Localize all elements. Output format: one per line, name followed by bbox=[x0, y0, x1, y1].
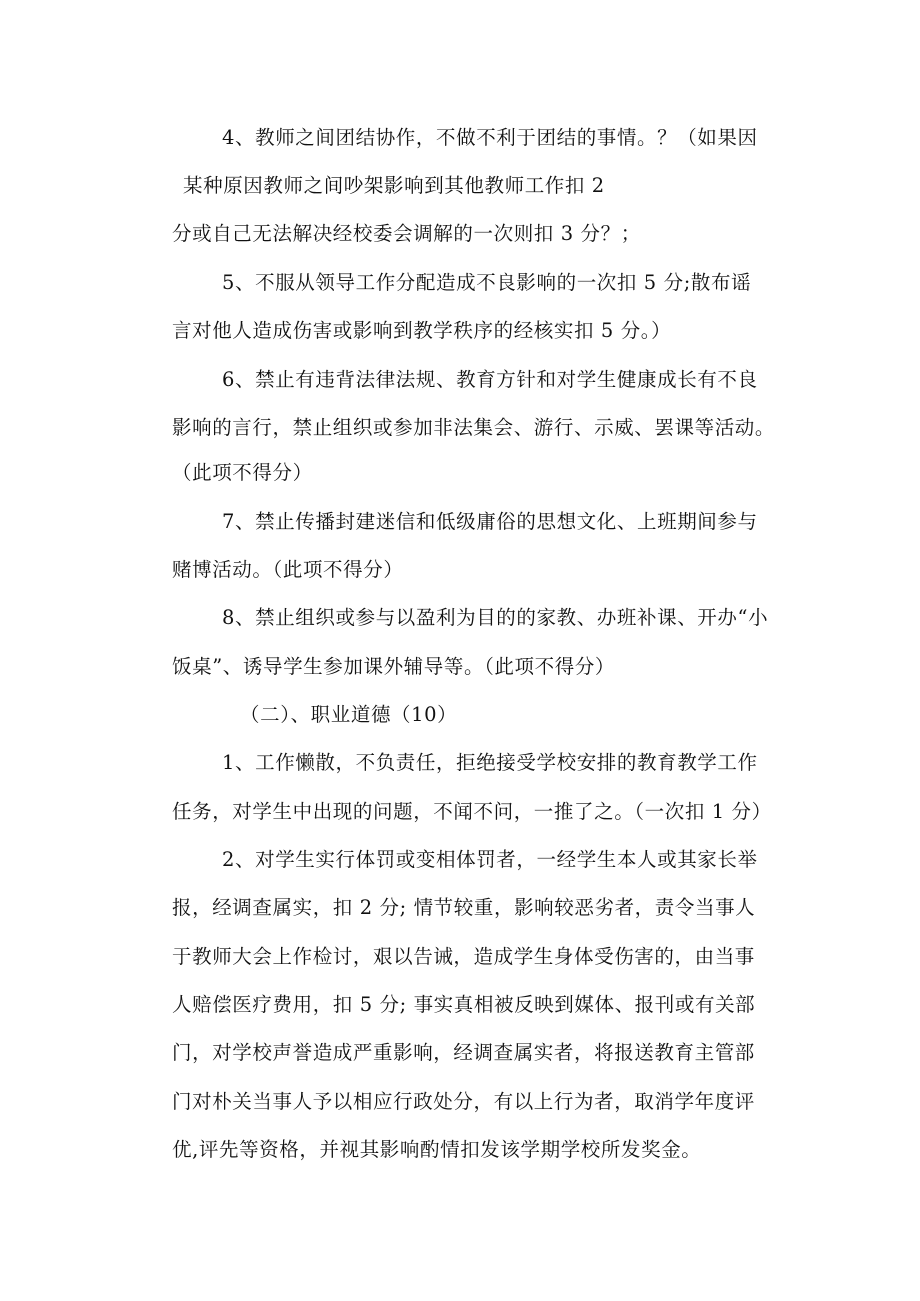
text-line: 5、不服从领导工作分配造成不良影响的一次扣 5 分;散布谣 bbox=[222, 271, 752, 294]
text-line: 8、禁止组织或参与以盈利为目的的家教、办班补课、开办“小 bbox=[222, 606, 769, 629]
text-line: 1、工作懒散，不负责任，拒绝接受学校安排的教育教学工作 bbox=[222, 751, 758, 774]
text-line: 言对他人造成伤害或影响到教学秩序的经核实扣 5 分。） bbox=[172, 319, 672, 342]
text-line: 人赔偿医疗费用，扣 5 分; 事实真相被反映到媒体、报刊或有关部 bbox=[172, 993, 756, 1016]
text-line: 于教师大会上作检讨，艰以告诫，造成学生身体受伤害的，由当事 bbox=[172, 945, 755, 968]
text-line: 任务，对学生中出现的问题，不闻不问，一推了之。（一次扣 1 分） bbox=[172, 800, 772, 823]
text-line: 6、禁止有违背法律法规、教育方针和对学生健康成长有不良 bbox=[222, 368, 758, 391]
section-heading: （二）、职业道德（10） bbox=[240, 703, 458, 726]
text-line: 2、对学生实行体罚或变相体罚者，一经学生本人或其家长举 bbox=[222, 848, 758, 871]
text-line: 优,评先等资格，并视其影响酌情扣发该学期学校所发奖金。 bbox=[172, 1138, 702, 1161]
text-line: （此项不得分） bbox=[172, 461, 313, 484]
text-line: 门对朴关当事人予以相应行政处分，有以上行为者，取消学年度评 bbox=[172, 1090, 755, 1113]
text-line: 4、教师之间团结协作，不做不利于团结的事情。？（如果因 bbox=[222, 126, 758, 149]
text-line: 赌博活动。（此项不得分） bbox=[172, 558, 404, 581]
text-line: 分或自己无法解决经校委会调解的一次则扣 3 分？； bbox=[172, 222, 641, 245]
text-line: 门，对学校声誉造成严重影响，经调查属实者，将报送教育主管部 bbox=[172, 1041, 755, 1064]
text-line: 某种原因教师之间吵架影响到其他教师工作扣 2 bbox=[183, 174, 605, 197]
text-line: 7、禁止传播封建迷信和低级庸俗的思想文化、上班期间参与 bbox=[222, 510, 758, 533]
text-line: 影响的言行，禁止组织或参加非法集会、游行、示威、罢课等活动。 bbox=[172, 416, 776, 439]
text-line: 饭桌”、诱导学生参加课外辅导等。（此项不得分） bbox=[172, 655, 616, 678]
text-line: 报，经调查属实，扣 2 分; 情节较重，影响较恶劣者，责令当事人 bbox=[172, 896, 756, 919]
